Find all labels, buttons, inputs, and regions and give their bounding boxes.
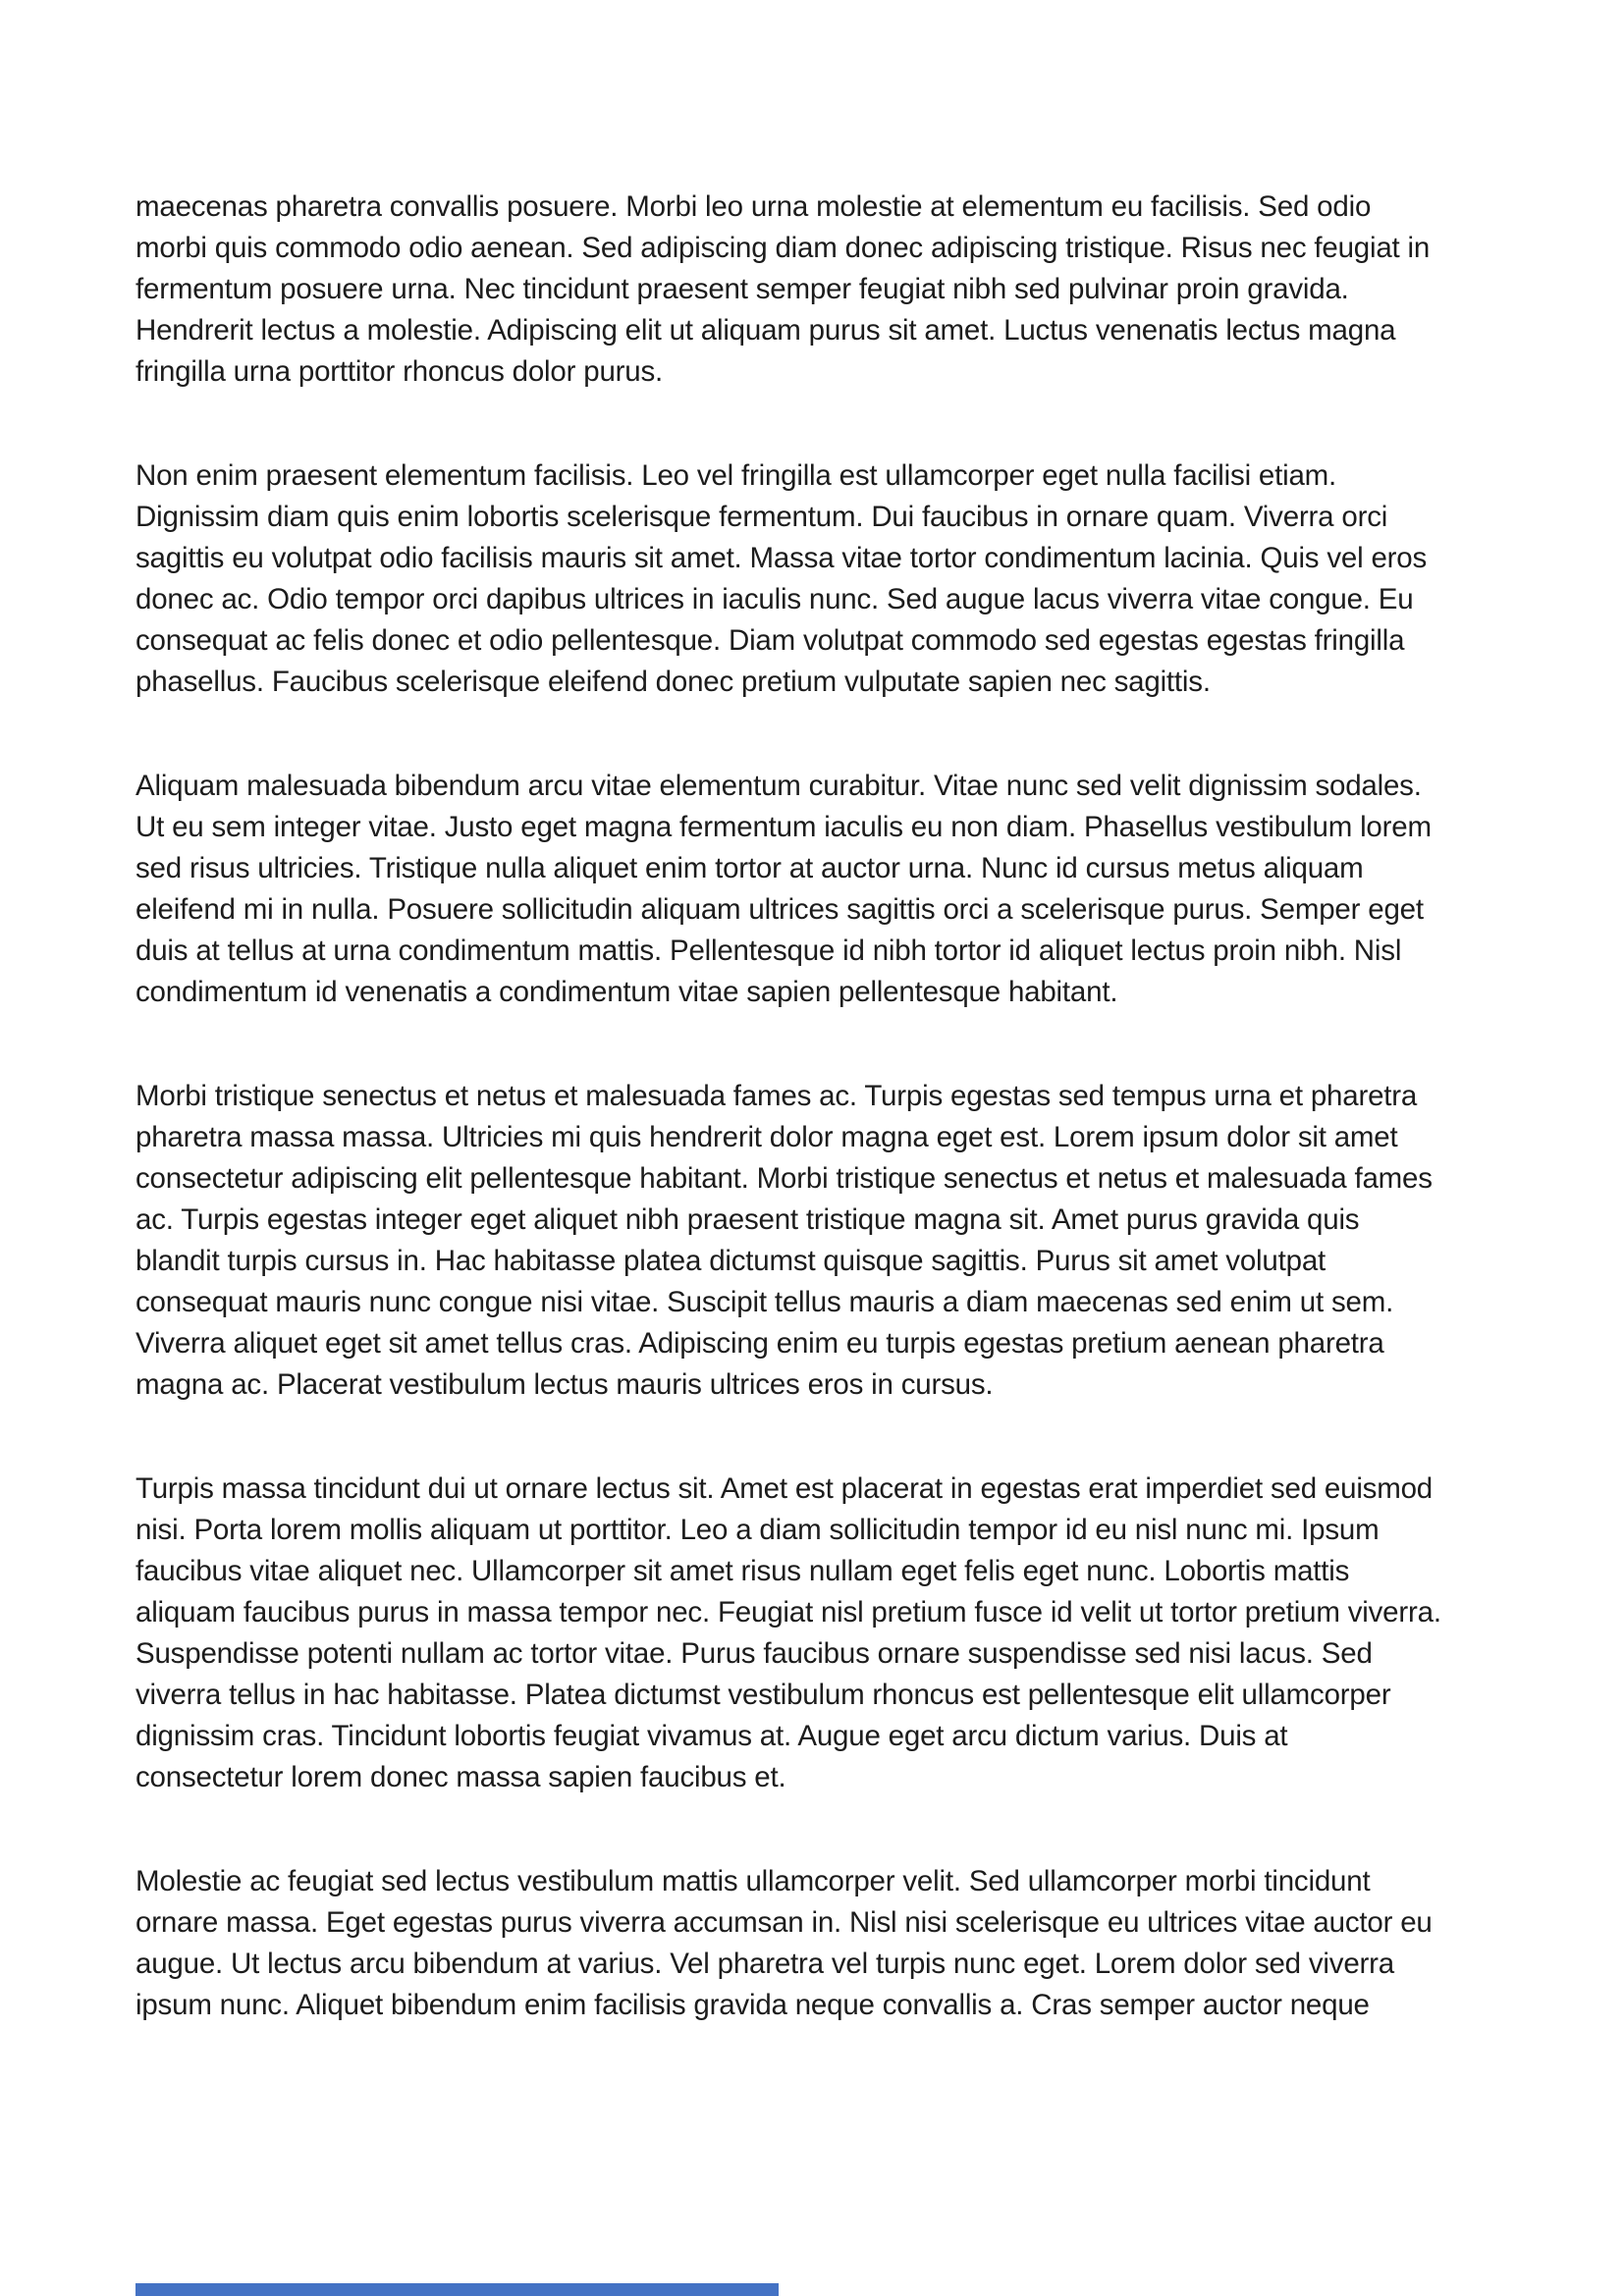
partial-bottom-blue-bar [135,2283,779,2296]
document-text-body [135,187,1441,2026]
paragraph: Non enim praesent elementum facilisis. Leo vel fringilla est ullamcorper eget nulla facilisi etiam. Dignissim diam quis enim lobortis scelerisque fermentum. Dui faucibus in ornare quam. Viverra orci sagittis eu volutpat odio facilisis mauris sit amet. Massa vitae tortor condimentum lacinia. Quis vel eros donec ac. Odio tempor orci dapibus ultrices in iaculis nunc. Sed augue lacus viverra vitae congue. Eu consequat ac felis donec et odio pellentesque. Diam volutpat commodo sed egestas egestas fringilla phasellus. Faucibus scelerisque eleifend donec pretium vulputate sapien nec sagittis. [135,459,1428,698]
paragraph: maecenas pharetra convallis posuere. Morbi leo urna molestie at elementum eu facilisis. Sed odio morbi quis commodo odio aenean. Sed adipiscing diam donec adipiscing tristique. Risus nec feugiat in fermentum posuere urna. Nec tincidunt praesent semper feugiat nibh sed pulvinar proin gravida. Hendrerit lectus a molestie. Adipiscing elit ut aliquam purus sit amet. Luctus venenatis lectus magna fringilla urna porttitor rhoncus dolor purus. [135,190,1431,388]
paragraph: Aliquam malesuada bibendum arcu vitae elementum curabitur. Vitae nunc sed velit dignissim sodales. Ut eu sem integer vitae. Justo eget magna fermentum iaculis eu non diam. Phasellus vestibulum lorem sed risus ultricies. Tristique nulla aliquet enim tortor at auctor urna. Nunc id cursus metus aliquam eleifend mi in nulla. Posuere sollicitudin aliquam ultrices sagittis orci a scelerisque purus. Semper eget duis at tellus at urna condimentum mattis. Pellentesque id nibh tortor id aliquet lectus proin nibh. Nisl condimentum id venenatis a condimentum vitae sapien pellentesque habitant. [135,770,1432,1008]
paragraph: Molestie ac feugiat sed lectus vestibulum mattis ullamcorper velit. Sed ullamcorper morbi tincidunt ornare massa. Eget egestas purus viverra accumsan in. Nisl nisi scelerisque eu ultrices vitae auctor eu augue. Ut lectus arcu bibendum at varius. Vel pharetra vel turpis nunc eget. Lorem dolor sed viverra ipsum nunc. Aliquet bibendum enim facilisis gravida neque convallis a. Cras semper auctor neque [135,1865,1433,2021]
paragraph: Turpis massa tincidunt dui ut ornare lectus sit. Amet est placerat in egestas erat imperdiet sed euismod nisi. Porta lorem mollis aliquam ut porttitor. Leo a diam sollicitudin tempor id eu nisl nunc mi. Ipsum faucibus vitae aliquet nec. Ullamcorper sit amet risus nullam eget felis eget nunc. Lobortis mattis aliquam faucibus purus in massa tempor nec. Feugiat nisl pretium fusce id velit ut tortor pretium viverra. Suspendisse potenti nullam ac tortor vitae. Purus faucibus ornare suspendisse sed nisi lacus. Sed viverra tellus in hac habitasse. Platea dictumst vestibulum rhoncus est pellentesque elit ullamcorper dignissim cras. Tincidunt lobortis feugiat vivamus at. Augue eget arcu dictum varius. Duis at consectetur lorem donec massa sapien faucibus et. [135,1472,1441,1793]
paragraph: Morbi tristique senectus et netus et malesuada fames ac. Turpis egestas sed tempus urna et pharetra pharetra massa massa. Ultricies mi quis hendrerit dolor magna eget est. Lorem ipsum dolor sit amet consectetur adipiscing elit pellentesque habitant. Morbi tristique senectus et netus et malesuada fames ac. Turpis egestas integer eget aliquet nibh praesent tristique magna sit. Amet purus gravida quis blandit turpis cursus in. Hac habitasse platea dictumst quisque sagittis. Purus sit amet volutpat consequat mauris nunc congue nisi vitae. Suscipit tellus mauris a diam maecenas sed enim ut sem. Viverra aliquet eget sit amet tellus cras. Adipiscing enim eu turpis egestas pretium aenean pharetra magna ac. Placerat vestibulum lectus mauris ultrices eros in cursus. [135,1080,1433,1401]
